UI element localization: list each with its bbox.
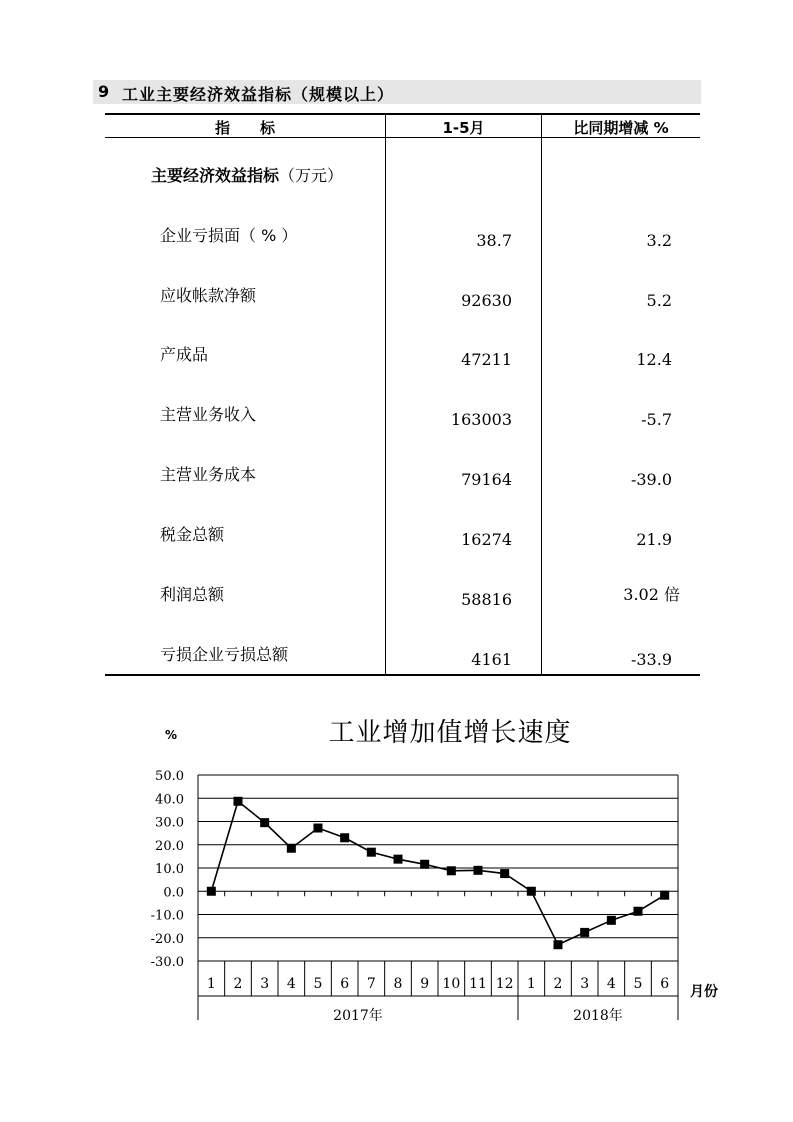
row-value: 163003 — [450, 410, 512, 429]
y-tick-label: 20.0 — [155, 838, 184, 854]
data-point — [394, 855, 403, 864]
data-point — [500, 869, 509, 878]
header-change: 比同期增减 % — [573, 119, 669, 137]
x-tick-label: 3 — [580, 976, 590, 992]
row-change: 3.02 倍 — [623, 585, 680, 604]
x-tick-label: 12 — [495, 976, 514, 992]
x-tick-label: 7 — [366, 976, 376, 992]
row-value: 79164 — [461, 470, 512, 489]
y-tick-label: 50.0 — [155, 769, 184, 784]
y-tick-label: -10.0 — [150, 908, 184, 924]
y-tick-label: -20.0 — [150, 931, 184, 947]
x-tick-label: 5 — [633, 976, 643, 992]
header-period: 1-5月 — [442, 119, 485, 137]
x-tick-label: 4 — [286, 976, 296, 992]
row-label: 主营业务成本 — [160, 465, 257, 484]
row-value: 92630 — [461, 291, 512, 310]
row-label: 应收帐款净额 — [160, 286, 257, 305]
section-title: 工业主要经济效益指标（规模以上） — [122, 85, 395, 104]
data-point — [607, 916, 616, 925]
chart-y-unit: % — [165, 728, 178, 742]
row-value: 16274 — [461, 530, 512, 549]
group-label: 2018年 — [573, 1008, 623, 1024]
data-point — [234, 797, 243, 806]
x-tick-label: 10 — [442, 976, 461, 992]
data-point — [340, 833, 349, 842]
group-label-unit: （万元） — [279, 166, 344, 185]
row-change: 3.2 — [646, 231, 672, 250]
y-tick-label: 40.0 — [155, 792, 184, 808]
data-point — [447, 866, 456, 875]
row-value: 38.7 — [476, 231, 512, 250]
data-point — [474, 866, 483, 875]
row-change: 21.9 — [636, 530, 672, 549]
y-tick-label: 0.0 — [163, 885, 184, 901]
data-point — [314, 824, 323, 833]
row-label: 产成品 — [160, 345, 209, 364]
x-tick-label: 2 — [553, 976, 563, 992]
row-label: 亏损企业亏损总额 — [160, 645, 289, 664]
row-change: 12.4 — [636, 350, 672, 369]
chart-title: 工业增加值增长速度 — [328, 718, 572, 748]
row-label: 利润总额 — [160, 585, 225, 604]
x-tick-label: 11 — [469, 976, 487, 992]
y-tick-label: 10.0 — [155, 862, 184, 877]
x-tick-label: 3 — [260, 976, 270, 992]
data-point — [260, 818, 269, 827]
data-point — [580, 928, 589, 937]
row-value: 58816 — [461, 590, 512, 609]
row-label: 税金总额 — [160, 525, 225, 544]
row-change: -5.7 — [641, 410, 672, 429]
x-tick-label: 1 — [526, 976, 536, 992]
data-point — [634, 907, 643, 916]
y-tick-label: -30.0 — [150, 955, 184, 970]
x-tick-label: 2 — [233, 976, 243, 992]
row-value: 4161 — [471, 650, 512, 669]
x-tick-label: 5 — [313, 976, 323, 992]
x-tick-label: 6 — [340, 976, 350, 992]
row-value: 47211 — [461, 350, 512, 369]
row-change: 5.2 — [646, 291, 672, 310]
data-point — [287, 844, 296, 853]
series-line — [211, 801, 664, 944]
group-label-text: 主要经济效益指标 — [151, 166, 280, 185]
x-tick-label: 9 — [420, 976, 430, 992]
data-point — [207, 887, 216, 896]
data-point — [420, 860, 429, 869]
row-change: -39.0 — [630, 470, 672, 489]
row-label: 企业亏损面（ % ） — [160, 226, 298, 245]
x-tick-label: 1 — [206, 976, 216, 992]
x-tick-label: 4 — [606, 976, 616, 992]
y-tick-label: 30.0 — [155, 815, 184, 831]
data-point — [660, 891, 669, 900]
data-point — [527, 887, 536, 896]
group-label: 2017年 — [333, 1008, 383, 1024]
row-label: 主营业务收入 — [160, 405, 257, 424]
x-tick-label: 8 — [393, 976, 403, 992]
data-point — [554, 940, 563, 949]
row-change: -33.9 — [630, 650, 672, 669]
section-number: 9 — [98, 82, 110, 101]
header-indicator: 指 标 — [214, 119, 275, 137]
x-axis-title: 月份 — [690, 984, 718, 1000]
data-point — [367, 848, 376, 857]
x-tick-label: 6 — [660, 976, 670, 992]
